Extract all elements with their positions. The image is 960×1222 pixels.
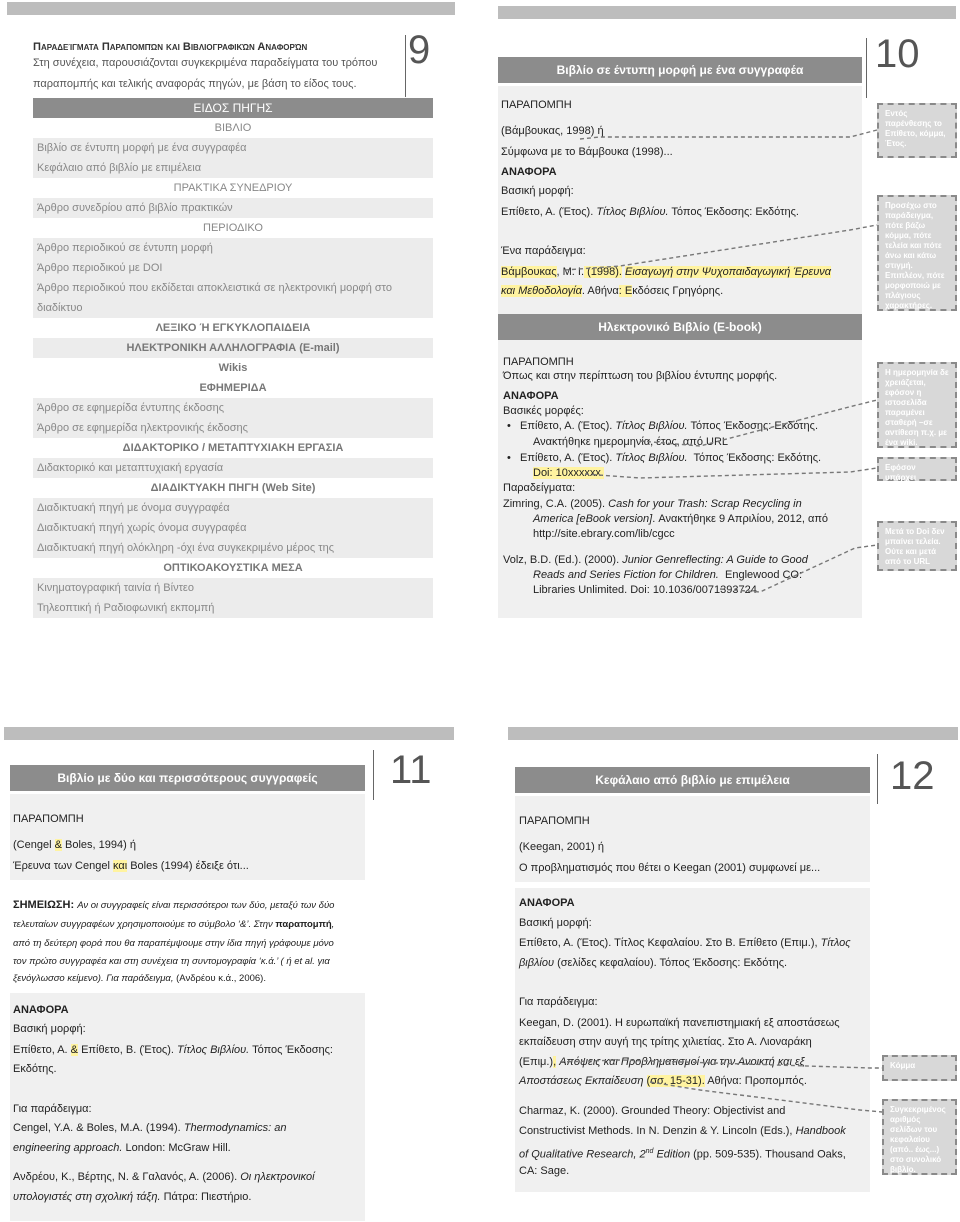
- note-date: Η ημερομηνία δε χρειάζεται, εφόσον η ιστοσελίδα παραμένει σταθερή –σε αντίθεση π.χ. με ένα wiki.: [877, 362, 957, 448]
- section-website: ΔΙΑΔΙΚΤΥΑΚΗ ΠΗΓΗ (Web Site): [150, 482, 316, 494]
- multi-ex2-author: Ανδρέου, Κ., Βέρτης, Ν. & Γαλανός, Α. (2006).: [13, 1171, 238, 1183]
- multi-example-label: Για παράδειγμα:: [13, 1103, 92, 1115]
- chapter-citation-label: ΠΑΡΑΠΟΜΠΗ: [519, 815, 590, 827]
- multi-ex2-title-cont: υπολογιστές στη σχολική τάξη.: [13, 1191, 161, 1203]
- ebook-reference-label: ΑΝΑΦΟΡΑ: [503, 390, 559, 402]
- link-web-with-author[interactable]: Διαδικτυακή πηγή με όνομα συγγραφέα: [33, 498, 433, 518]
- page-number-9: 9: [408, 28, 431, 72]
- page-9-title: Παραδείγματα Παραπομπών και Βιβλιογραφικών Αναφορών: [33, 41, 308, 53]
- reference-label: ΑΝΑΦΟΡΑ: [501, 166, 557, 178]
- chapter-ex2-edition: Edition: [656, 1148, 691, 1161]
- chapter-ex1-title-cont: Αποστάσεως Εκπαίδευση: [519, 1075, 644, 1087]
- chapter-form-title: Τίτλος: [820, 937, 851, 949]
- chapter-citation-1: (Keegan, 2001) ή: [519, 841, 605, 853]
- note-text-1: Αν οι συγγραφείς είναι περισσότεροι των δύο, μεταξύ των δύο: [77, 900, 335, 911]
- cit1-author: (Cengel: [13, 839, 52, 851]
- note-if-exists: Εφόσον υπάρχει: [877, 457, 957, 481]
- chapter-example-label: Για παράδειγμα:: [519, 996, 598, 1008]
- ebook-citation-text: Όπως και στην περίπτωση του βιβλίου έντυπης μορφής.: [503, 370, 778, 382]
- multi-citation-label: ΠΑΡΑΠΟΜΠΗ: [13, 813, 84, 825]
- multi-ex1-title-cont: engineering approach.: [13, 1142, 123, 1154]
- chapter-basic-form-label: Βασική μορφή:: [519, 917, 592, 929]
- section-newspaper: ΕΦΗΜΕΡΙΔΑ: [199, 382, 267, 394]
- bullet-1-line-2: Ανακτήθηκε ημερομηνία, έτος, από URL: [533, 436, 729, 448]
- chapter-ex1-title: Απόψεις και Προβληματισμοί για την Ανοικτή και εξ: [559, 1056, 805, 1068]
- example-initials: , Μ. Ι.: [556, 266, 585, 278]
- multi-basic-form-label: Βασική μορφή:: [13, 1023, 86, 1035]
- link-newspaper-print[interactable]: Άρθρο σε εφημερίδα έντυπης έκδοσης: [33, 398, 433, 418]
- note-text-2-bold: παραπομπή: [275, 919, 332, 930]
- ebook-ex1-author: Zimring, C.A. (2005).: [503, 498, 606, 510]
- page-number-12: 12: [890, 754, 935, 798]
- bullet-1-place: Τόπος Έκδοσης: Εκδότης.: [690, 420, 818, 432]
- link-tv-radio[interactable]: Τηλεοπτική ή Ραδιοφωνική εκπομπή: [33, 598, 433, 618]
- ebook-ex1-retrieved: . Ανακτήθηκε 9 Απριλίου, 2012, από: [652, 513, 829, 525]
- page-9-intro-line2: παραπομπής και τελικής αναφοράς πηγών, με βάση το είδος τους.: [33, 78, 357, 90]
- link-dictionary[interactable]: ΛΕΞΙΚΟ Ή ΕΓΚΥΚΛΟΠΑΙΔΕΙΑ: [155, 322, 311, 334]
- chapter-example-1-line-1: Keegan, D. (2001). Η ευρωπαϊκή πανεπιστημιακή εξ αποστάσεως: [519, 1017, 840, 1029]
- cit1-ampersand: &: [54, 839, 62, 851]
- link-email[interactable]: ΗΛΕΚΤΡΟΝΙΚΗ ΑΛΛΗΛΟΓΡΑΦΙΑ (E-mail): [33, 338, 433, 358]
- note-doi: Μετά το Doi δεν μπαίνει τελεία. Ούτε και μετά από το URL: [877, 521, 957, 571]
- page-number-10: 10: [875, 32, 920, 76]
- ebook-ex1-title: Cash for your Trash: Scrap Recycling in: [608, 498, 802, 510]
- bullet-1-line-1: • Επίθετο, Α. (Έτος). Τίτλος Βιβλίου. Τόπος Έκδοσης: Εκδότης.: [507, 420, 818, 432]
- multi-form-c: Επίθετο, Β. (Έτος).: [81, 1044, 174, 1056]
- multi-form-a: Επίθετο, Α.: [13, 1044, 68, 1056]
- example-author: Βάμβουκας: [501, 266, 557, 278]
- chapter-ex1-pages: (σσ. 15-31).: [646, 1075, 705, 1087]
- link-web-no-author[interactable]: Διαδικτυακή πηγή χωρίς όνομα συγγραφέα: [33, 518, 433, 538]
- cit2-rest: Boles (1994) έδειξε ότι...: [130, 860, 249, 872]
- section-thesis: ΔΙΔΑΚΤΟΡΙΚΟ / ΜΕΤΑΠΤΥΧΙΑΚΗ ΕΡΓΑΣΙΑ: [122, 442, 344, 454]
- link-thesis[interactable]: Διδακτορικό και μεταπτυχιακή εργασία: [33, 458, 433, 478]
- section-journal: ΠΕΡΙΟΔΙΚΟ: [203, 222, 263, 234]
- example-publisher: κδόσεις Γρηγόρης.: [632, 285, 724, 297]
- note-text-2-comma: ,: [331, 919, 335, 930]
- link-journal-online[interactable]: Άρθρο περιοδικού που εκδίδεται αποκλειστικά σε ηλεκτρονική μορφή στο: [33, 278, 433, 298]
- chapter-citation-2: Ο προβληματισμός που θέτει ο Keegan (2001) συμφωνεί με...: [519, 862, 821, 874]
- link-newspaper-online[interactable]: Άρθρο σε εφημερίδα ηλεκτρονικής έκδοσης: [33, 418, 433, 438]
- example-title: Εισαγωγή στην Ψυχοπαιδαγωγική Έρευνα: [625, 266, 832, 278]
- chapter-ex2-editors: Constructivist Methods. In N. Denzin & Y. Lincoln (Eds.),: [519, 1125, 793, 1137]
- chapter-ex1-editor: (Επιμ.): [519, 1056, 554, 1068]
- chapter-form-pages: (σελίδες κεφαλαίου). Τόπος Έκδοσης: Εκδότης.: [557, 957, 788, 969]
- bullet-1-title: Τίτλος Βιβλίου.: [615, 420, 688, 432]
- link-film-video[interactable]: Κινηματογραφική ταινία ή Βίντεο: [33, 578, 433, 598]
- multi-basic-form-line-2: Εκδότης.: [13, 1063, 57, 1075]
- chapter-form-book: βιβλίου: [519, 957, 555, 969]
- note-text-2: τελευταίων συγγραφέων χρησιμοποιούμε το σύμβολο ‘&’. Στην: [13, 919, 273, 930]
- section-conference: ΠΡΑΚΤΙΚΑ ΣΥΝΕΔΡΙΟΥ: [173, 182, 293, 194]
- chapter-form-a: Επίθετο, Α. (Έτος). Τίτλος Κεφαλαίου. Στο Β. Επίθετο (Επιμ.),: [519, 937, 818, 949]
- link-journal-doi[interactable]: Άρθρο περιοδικού με DOI: [33, 258, 433, 278]
- link-conference-paper[interactable]: Άρθρο συνεδρίου από βιβλίο πρακτικών: [33, 198, 433, 218]
- note-comma: Κόμμα: [882, 1055, 957, 1081]
- ebook-example-1-url[interactable]: http://site.ebrary.com/lib/cgcc: [533, 528, 675, 540]
- citation-label: ΠΑΡΑΠΟΜΠΗ: [501, 99, 572, 111]
- multi-author-header: Βιβλίο με δύο και περισσότερους συγγραφείς: [10, 765, 365, 791]
- ebook-header: Ηλεκτρονικό Βιβλίο (E-book): [498, 314, 862, 340]
- link-web-whole[interactable]: Διαδικτυακή πηγή ολόκληρη -όχι ένα συγκεκριμένο μέρος της: [33, 538, 433, 558]
- bullet-2-title: Τίτλος Βιβλίου.: [615, 452, 688, 464]
- chapter-example-1-line-2: εκπαίδευση στην αυγή της τρίτης χιλιετίας. Στο Α. Λιοναράκη: [519, 1036, 812, 1048]
- chapter-ex2-handbook: Handbook: [795, 1125, 846, 1137]
- chapter-ex2-pages: (pp. 509-535). Thousand Oaks,: [693, 1148, 846, 1161]
- chapter-ex1-comma: ,: [553, 1056, 557, 1068]
- chapter-example-2-line-4: CA: Sage.: [519, 1165, 570, 1177]
- citation-example-1: (Βάμβουκας, 1998) ή: [501, 125, 604, 137]
- citation-example-2: Σύμφωνα με το Βάμβουκα (1998)...: [501, 146, 673, 158]
- form-title: Τίτλος Βιβλίου.: [596, 206, 669, 218]
- chapter-ex1-publisher: Αθήνα: Προπομπός.: [707, 1075, 807, 1087]
- ebook-ex2-place: Englewood CO:: [725, 569, 803, 581]
- note-citation-format: Εντός παρένθεσης το Επίθετο, κόμμα, Έτος.: [877, 103, 957, 158]
- form-author: Επίθετο, Α. (Έτος).: [501, 206, 594, 218]
- link-journal-online-cont[interactable]: διαδίκτυο: [33, 298, 433, 318]
- section-book: ΒΙΒΛΙΟ: [214, 122, 252, 134]
- link-journal-print[interactable]: Άρθρο περιοδικού σε έντυπη μορφή: [33, 238, 433, 258]
- edited-chapter-header: Κεφάλαιο από βιβλίο με επιμέλεια: [515, 767, 870, 793]
- example-year: (1998).: [584, 266, 622, 278]
- example-city: . Αθήνα: [581, 285, 619, 297]
- multi-form-place: Τόπος Έκδοσης:: [252, 1044, 333, 1056]
- example-title-cont: και Μεθοδολογία: [501, 285, 582, 297]
- bullet-2-author: Επίθετο, Α. (Έτος).: [520, 452, 613, 464]
- note-line-4: τον πρώτο συγγραφέα και στη συνέχεια τη συντομογραφία ‘κ.ά.’ ( ή et al. για: [13, 956, 330, 967]
- multi-ex1-author: Cengel, Y.A. & Boles, M.A. (1994).: [13, 1122, 181, 1134]
- ebook-ex2-title-cont: Reads and Series Fiction for Children.: [533, 569, 719, 581]
- example-colon: : Ε: [618, 285, 633, 297]
- link-wikis[interactable]: Wikis: [218, 362, 248, 374]
- multi-ex1-publisher: London: McGraw Hill.: [125, 1142, 231, 1154]
- note-line-3: από τη δεύτερη φορά που θα παραπέμψουμε στην ίδια πηγή γράφουμε μόνο: [13, 938, 334, 949]
- bullet-2-place: Τόπος Έκδοσης: Εκδότης.: [693, 452, 822, 464]
- link-edited-book-chapter[interactable]: Κεφάλαιο από βιβλίο με επιμέλεια: [33, 158, 433, 178]
- form-place: Τόπος Έκδοσης: Εκδότης.: [671, 206, 799, 218]
- ebook-examples-label: Παραδείγματα:: [503, 482, 576, 494]
- example-label: Ένα παράδειγμα:: [501, 245, 586, 257]
- multi-reference-label: ΑΝΑΦΟΡΑ: [13, 1004, 69, 1016]
- bullet-1-author: Επίθετο, Α. (Έτος).: [520, 420, 613, 432]
- ebook-example-2-line-3: Libraries Unlimited. Doi: 10.1036/0071393724: [533, 584, 757, 596]
- bullet-2-line-1: • Επίθετο, Α. (Έτος). Τίτλος Βιβλίου. Τόπος Έκδοσης: Εκδότης.: [507, 452, 822, 464]
- page-9-intro-line1: Στη συνέχεια, παρουσιάζονται συγκεκριμένα παραδείγματα του τρόπου: [33, 57, 378, 69]
- chapter-ex2-title: of Qualitative Research, 2: [519, 1148, 646, 1161]
- note-text-5: ξενόγλωσσο κείμενο). Για παράδειγμα,: [13, 973, 174, 984]
- cit1-rest: Boles, 1994) ή: [65, 839, 136, 851]
- ebook-ex2-title: Junior Genreflecting: A Guide to Good: [622, 554, 808, 566]
- bullet-2-doi: Doi: 10xxxxxx.: [533, 467, 604, 479]
- ebook-ex1-title-cont: America [eBook version]: [533, 513, 653, 525]
- source-type-header: ΕΙΔΟΣ ΠΗΓΗΣ: [33, 98, 433, 118]
- ebook-ex2-author: Volz, B.D. (Ed.). (2000).: [503, 554, 620, 566]
- chapter-ex2-sup: nd: [645, 1148, 654, 1155]
- chapter-example-2-line-1: Charmaz, K. (2000). Grounded Theory: Objectivist and: [519, 1105, 786, 1117]
- book-single-author-header: Βιβλίο σε έντυπη μορφή με ένα συγγραφέα: [498, 57, 862, 83]
- multi-form-ampersand: &: [70, 1044, 79, 1056]
- chapter-reference-label: ΑΝΑΦΟΡΑ: [519, 897, 575, 909]
- link-book-single-author[interactable]: Βιβλίο σε έντυπη μορφή με ένα συγγραφέα: [33, 138, 433, 158]
- note-punctuation: Προσέχω στο παράδειγμα, πότε βάζω κόμμα, πότε τελεία και πότε άνω και κάτω στιγμή. Επιπλέον, πότε μορφοποιώ με πλάγιους χαρακτήρες.: [877, 195, 957, 311]
- ebook-basic-forms-label: Βασικές μορφές:: [503, 405, 584, 417]
- multi-form-title: Τίτλος Βιβλίου.: [177, 1044, 250, 1056]
- note-label: ΣΗΜΕΙΩΣΗ:: [13, 899, 75, 911]
- basic-form-label: Βασική μορφή:: [501, 185, 574, 197]
- cit2-start: Έρευνα των Cengel: [13, 860, 110, 872]
- cit2-and: και: [112, 860, 128, 872]
- multi-ex1-title: Thermodynamics: an: [183, 1122, 287, 1134]
- multi-ex2-title: Οι ηλεκτρονικοί: [240, 1171, 315, 1183]
- note-page-range: Συγκεκριμένος αριθμός σελίδων του κεφαλαίου (από.. έως...) στο συνολικό βιβλίο.: [882, 1099, 957, 1175]
- page-number-11: 11: [390, 748, 432, 792]
- section-audiovisual: ΟΠΤΙΚΟΑΚΟΥΣΤΙΚΑ ΜΕΣΑ: [163, 562, 303, 574]
- note-text-5-example: (Ανδρέου κ.ά., 2006).: [176, 973, 266, 984]
- ebook-citation-label: ΠΑΡΑΠΟΜΠΗ: [503, 356, 574, 368]
- multi-ex2-publisher: Πάτρα: Πιεστήριο.: [163, 1191, 252, 1203]
